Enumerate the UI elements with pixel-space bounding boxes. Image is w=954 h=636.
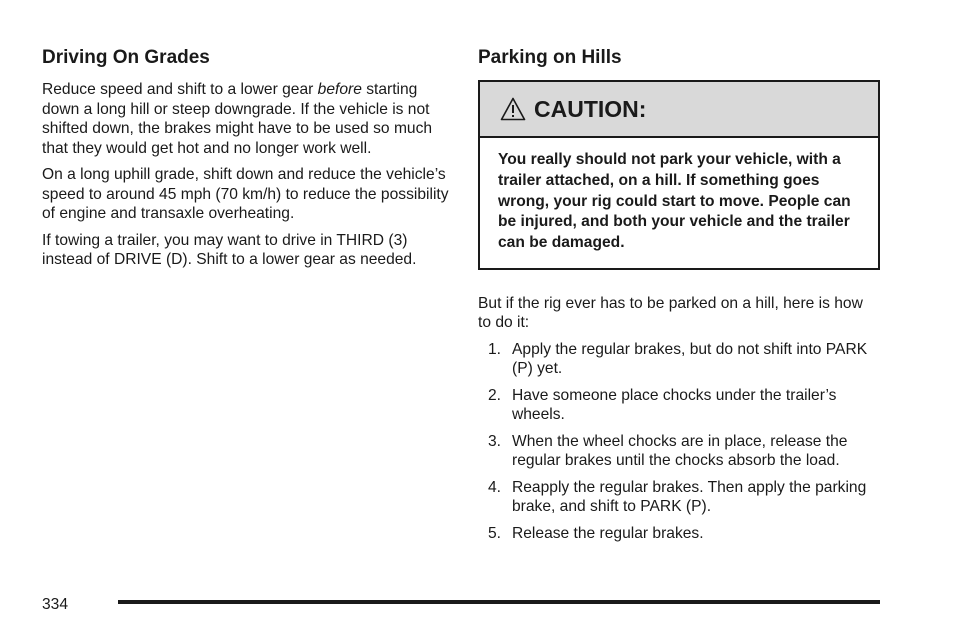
emphasis-before: before [317, 81, 362, 98]
list-text: Reapply the regular brakes. Then apply the parking brake, and shift to PARK (P). [512, 478, 867, 515]
steps-list [478, 340, 880, 543]
list-item [478, 478, 880, 516]
list-item [478, 340, 880, 378]
paragraph-text: starting down a long hill or steep downgrade. If the vehicle is not shifted down, the brakes might have to be used so much that they would get hot and no longer work well. [42, 81, 433, 157]
list-item [478, 386, 880, 424]
list-number: 5. [488, 524, 502, 542]
left-column [42, 46, 454, 277]
right-column [478, 46, 880, 551]
caution-header [480, 82, 878, 138]
paragraph-text: Reduce speed and shift to a lower gear [42, 81, 318, 98]
paragraph-uphill: On a long uphill grade, shift down and reduce the vehicle’s speed to around 45 mph (70 km/h) to reduce the possibility of engine and transaxle overheating. [42, 166, 449, 222]
list-item [478, 524, 880, 543]
caution-title: CAUTION: [534, 95, 647, 122]
list-text: Apply the regular brakes, but do not shift into PARK (P) yet. [512, 340, 868, 377]
paragraph-downgrade [42, 80, 454, 158]
list-number: 4. [488, 478, 502, 496]
list-item [478, 432, 880, 470]
section-heading-parking-on-hills: Parking on Hills [478, 47, 622, 68]
paragraph-towing: If towing a trailer, you may want to drive in THIRD (3) instead of DRIVE (D). Shift to a lower gear as needed. [42, 231, 417, 268]
list-number: 1. [488, 340, 502, 358]
warning-triangle-icon [500, 97, 526, 121]
list-number: 3. [488, 432, 502, 450]
paragraph-intro: But if the rig ever has to be parked on a hill, here is how to do it: [478, 294, 863, 332]
page-number: 334 [42, 596, 69, 613]
footer-divider [118, 600, 880, 604]
list-text: Release the regular brakes. [512, 524, 704, 542]
caution-box [478, 80, 880, 270]
list-text: Have someone place chocks under the trailer’s wheels. [512, 386, 837, 423]
section-heading-driving-on-grades: Driving On Grades [42, 47, 210, 68]
list-text: When the wheel chocks are in place, release the regular brakes until the chocks absorb the load. [512, 432, 848, 469]
caution-text: You really should not park your vehicle, with a trailer attached, on a hill. If something goes wrong, your rig could start to move. People can be injured, and both your vehicle and the trailer can be damaged. [498, 151, 851, 252]
list-number: 2. [488, 386, 502, 404]
